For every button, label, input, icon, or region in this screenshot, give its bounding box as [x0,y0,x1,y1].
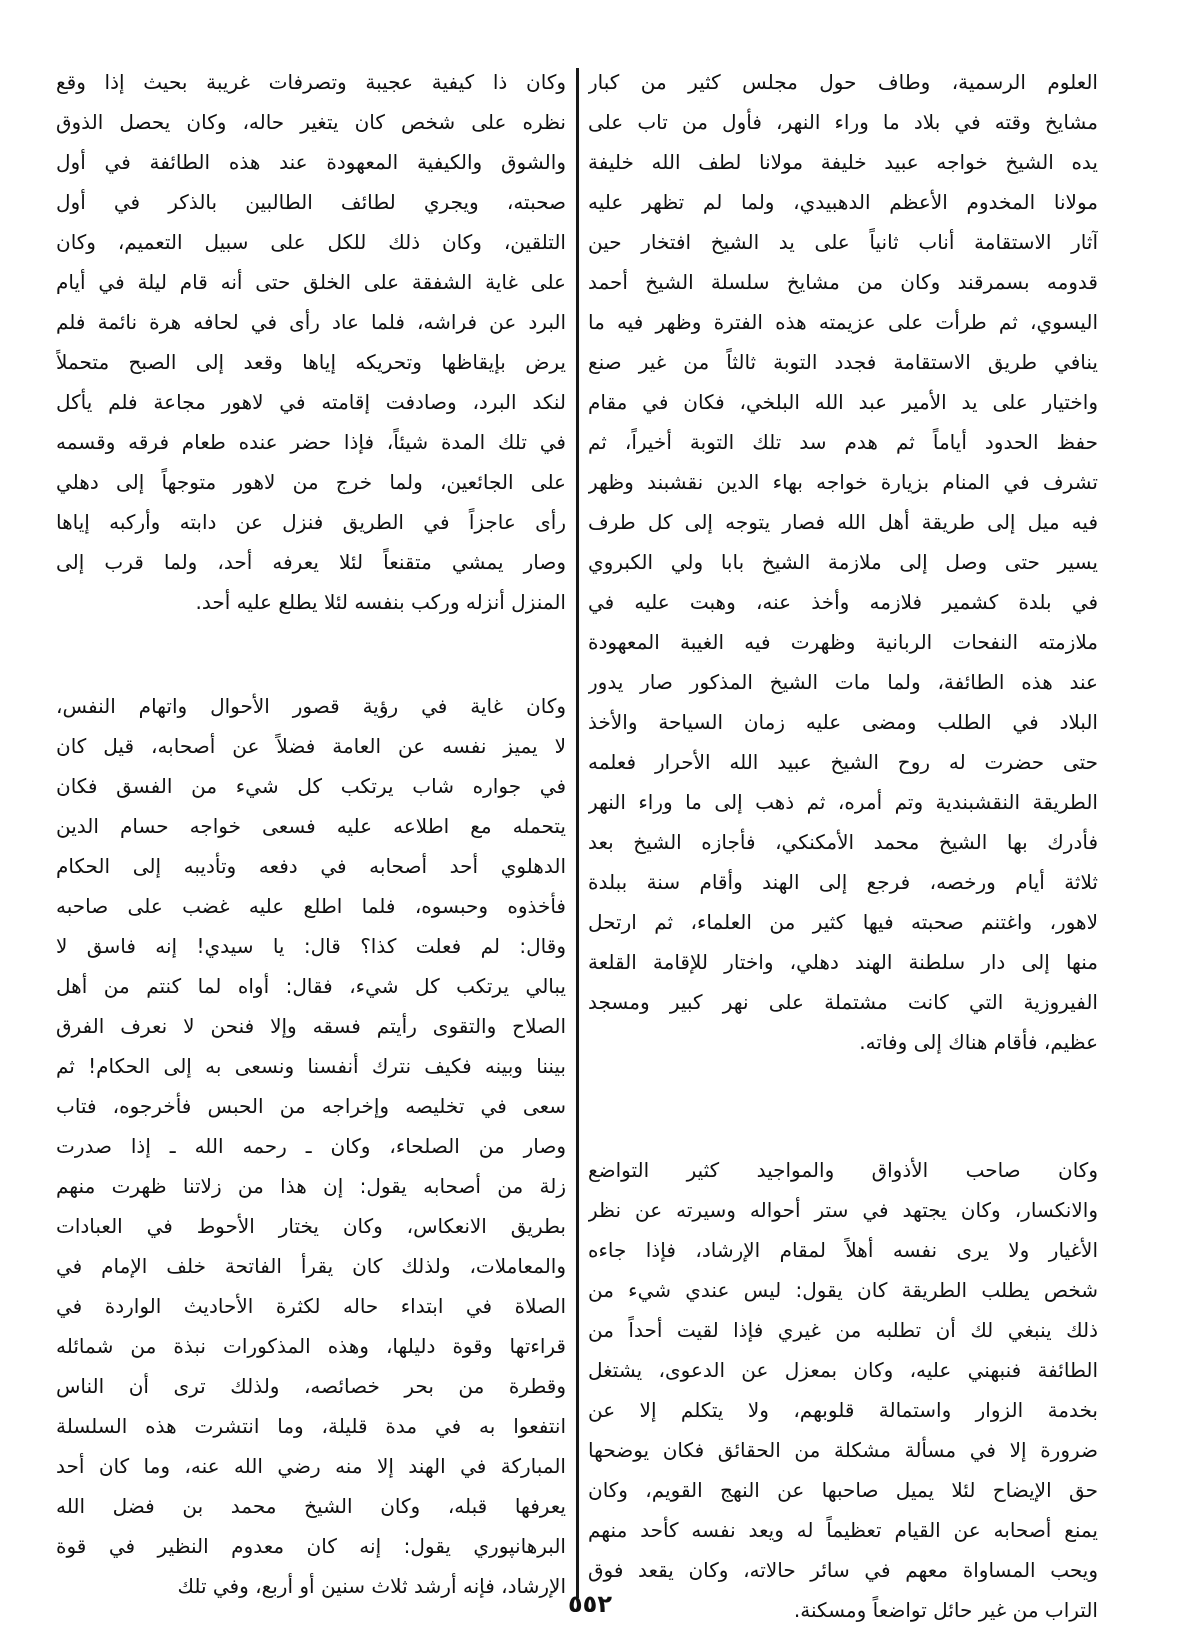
text-line: في تلك المدة شيئاً، فإذا حضر عنده طعام فرقه وقسمه [56,430,566,454]
text-line: والشوق والكيفية المعهودة عند هذه الطائفة في أول [56,150,566,174]
text-line: التلقين، وكان ذلك للكل على سبيل التعميم، وكان [56,230,566,254]
text-line: وصار يمشي متقنعاً لئلا يعرفه أحد، ولما قرب إلى [56,550,566,574]
right-paragraph-2 [588,1150,1098,1630]
text-line: لاهور، واغتنم صحبته فيها كثير من العلماء، ثم ارتحل [588,910,1098,934]
text-line: اليسوي، ثم طرأت على عزيمته هذه الفترة وظهر فيه ما [588,310,1098,334]
text-line: البرد عن فراشه، فلما عاد رأى في لحافه هرة نائمة فلم [56,310,566,334]
text-line: يسير حتى وصل إلى ملازمة الشيخ بابا ولي الكبروي [588,550,1098,574]
right-paragraph-1 [588,62,1098,1062]
text-line: الصلاح والتقوى رأيتم فسقه وإلا فنحن لا نعرف الفرق [56,1014,566,1038]
text-line: وكان غاية في رؤية قصور الأحوال واتهام النفس، [56,694,566,718]
text-line: رأى عاجزاً في الطريق فنزل عن دابته وأركبه إياها [56,510,566,534]
text-line: لنكد البرد، وصادفت إقامته في لاهور مجاعة فلم يأكل [56,390,566,414]
text-line: فأدرك بها الشيخ محمد الأمكنكي، فأجازه الشيخ بعد [588,830,1098,854]
text-line: والمعاملات، ولذلك كان يقرأ الفاتحة خلف الإمام في [56,1254,566,1278]
text-line: الفيروزية التي كانت مشتملة على نهر كبير ومسجد [588,990,1098,1014]
text-line: منها إلى دار سلطنة الهند دهلي، واختار للإقامة القلعة [588,950,1098,974]
text-line: الطائفة فنبهني عليه، وكان بمعزل عن الدعوى، يشتغل [588,1358,1098,1382]
text-line: يرض بإيقاظها وتحريكه إياها وقعد إلى الصبح متحملاً [56,350,566,374]
page-number: ٥٥٢ [568,1590,612,1618]
text-line: ينافي طريق الاستقامة فجدد التوبة ثالثاً من غير صنع [588,350,1098,374]
text-line: الأغيار ولا يرى نفسه أهلاً لمقام الإرشاد، فإذا جاءه [588,1238,1098,1262]
text-line: البرهانپوري يقول: إنه كان معدوم النظير في قوة [56,1534,566,1558]
text-line: في بلدة كشمير فلازمه وأخذ عنه، وهبت عليه في [588,590,1098,614]
text-line: يتحمله مع اطلاعه عليه فسعى خواجه حسام الدين [56,814,566,838]
text-line: يده الشيخ خواجه عبيد خليفة مولانا لطف الله خليفة [588,150,1098,174]
text-line: حفظ الحدود أياماً ثم هدم سد تلك التوبة أخيراً، ثم [588,430,1098,454]
text-line: فأخذوه وحبسوه، فلما اطلع عليه غضب على صاحبه [56,894,566,918]
text-line: آثار الاستقامة أناب ثانياً على يد الشيخ افتخار حين [588,230,1098,254]
text-line: قدومه بسمرقند وكان من مشايخ سلسلة الشيخ أحمد [588,270,1098,294]
text-line: ثلاثة أيام ورخصه، فرجع إلى الهند وأقام سنة ببلدة [588,870,1098,894]
text-line: وقطرة من بحر خصائصه، ولذلك ترى أن الناس [56,1374,566,1398]
text-line: ويحب المساواة معهم في سائر حالاته، وكان يقعد فوق [588,1558,1098,1582]
text-line: الطريقة النقشبندية وتم أمره، ثم ذهب إلى ما وراء النهر [588,790,1098,814]
left-paragraph-1 [56,62,566,622]
text-line: على الجائعين، ولما خرج من لاهور متوجهاً إلى دهلي [56,470,566,494]
text-line: الإرشاد، فإنه أرشد ثلاث سنين أو أربع، وفي تلك [177,1574,566,1598]
text-line: مولانا المخدوم الأعظم الدهبيدي، ولما لم تظهر عليه [588,190,1098,214]
text-line: وقال: لم فعلت كذا؟ قال: يا سيدي! إنه فاسق لا [56,934,566,958]
text-line: انتفعوا به في مدة قليلة، وما انتشرت هذه السلسلة [56,1414,566,1438]
text-line: زلة من أصحابه يقول: إن هذا من زلاتنا ظهرت منهم [56,1174,566,1198]
text-line: لا يميز نفسه عن العامة فضلاً عن أصحابه، قيل كان [56,734,566,758]
text-line: حتى حضرت له روح الشيخ عبيد الله الأحرار فعلمه [588,750,1098,774]
text-line: حق الإيضاح لئلا يميل صاحبها عن النهج القويم، وكان [588,1478,1098,1502]
text-line: واختيار على يد الأمير عبد الله البلخي، فكان في مقام [588,390,1098,414]
column-divider [576,68,579,1598]
text-line: ملازمته النفحات الربانية وظهرت فيه الغيبة المعهودة [588,630,1098,654]
text-line: فيه ميل إلى طريقة أهل الله فصار يتوجه إلى كل طرف [588,510,1098,534]
text-line: مشايخ وقته في بلاد ما وراء النهر، فأول من تاب على [588,110,1098,134]
text-line: بيننا وبينه فكيف نترك أنفسنا ونسعى به إلى الحكام! ثم [56,1054,566,1078]
text-line: شخص يطلب الطريقة كان يقول: ليس عندي شيء من [588,1278,1098,1302]
text-line: صحبته، ويجري لطائف الطالبين بالذكر في أول [56,190,566,214]
text-line: بخدمة الزوار واستمالة قلوبهم، ولا يتكلم إلا عن [588,1398,1098,1422]
text-line: والانكسار، وكان يجتهد في ستر أحواله وسيرته عن نظر [588,1198,1098,1222]
text-line: العلوم الرسمية، وطاف حول مجلس كثير من كبار [588,70,1098,94]
text-line: المباركة في الهند إلا منه رضي الله عنه، وما كان أحد [56,1454,566,1478]
text-line: سعى في تخليصه وإخراجه من الحبس فأخرجوه، فتاب [56,1094,566,1118]
text-line: وكان ذا كيفية عجيبة وتصرفات غريبة بحيث إذا وقع [56,70,566,94]
text-line: يبالي يرتكب كل شيء، فقال: أواه لما كنتم من أهل [56,974,566,998]
text-line: نظره على شخص كان يتغير حاله، وكان يحصل الذوق [56,110,566,134]
text-line: يعرفها قبله، وكان الشيخ محمد بن فضل الله [56,1494,566,1518]
text-line: يمنع أصحابه عن القيام تعظيماً له ويعد نفسه كأحد منهم [588,1518,1098,1542]
text-line: تشرف في المنام بزيارة خواجه بهاء الدين نقشبند وظهر [588,470,1098,494]
text-line: الدهلوي أحد أصحابه في دفعه وتأديبه إلى الحكام [56,854,566,878]
left-paragraph-2 [56,686,566,1606]
text-line: ضرورة إلا في مسألة مشكلة من الحقائق فكان يوضحها [588,1438,1098,1462]
text-line: الصلاة في ابتداء حاله لكثرة الأحاديث الواردة في [56,1294,566,1318]
text-line: التراب من غير حائل تواضعاً ومسكنة. [793,1598,1098,1622]
right-column [588,62,1098,1630]
text-line: قراءتها وقوة دليلها، وهذه المذكورات نبذة من شمائله [56,1334,566,1358]
text-line: ذلك ينبغي لك أن تطلبه من غيري فإذا لقيت أحداً من [588,1318,1098,1342]
text-line: عظيم، فأقام هناك إلى وفاته. [859,1030,1098,1054]
text-line: المنزل أنزله وركب بنفسه لئلا يطلع عليه أحد. [195,590,566,614]
left-column [56,62,566,1606]
text-line: عند هذه الطائفة، ولما مات الشيخ المذكور صار يدور [588,670,1098,694]
text-line: على غاية الشفقة على الخلق حتى أنه قام ليلة في أيام [56,270,566,294]
text-line: بطريق الانعكاس، وكان يختار الأحوط في العبادات [56,1214,566,1238]
text-line: في جواره شاب يرتكب كل شيء من الفسق فكان [56,774,566,798]
text-line: وصار من الصلحاء، وكان ـ رحمه الله ـ إذا صدرت [56,1134,566,1158]
text-line: البلاد في الطلب ومضى عليه زمان السياحة والأخذ [588,710,1098,734]
text-line: وكان صاحب الأذواق والمواجيد كثير التواضع [588,1158,1098,1182]
